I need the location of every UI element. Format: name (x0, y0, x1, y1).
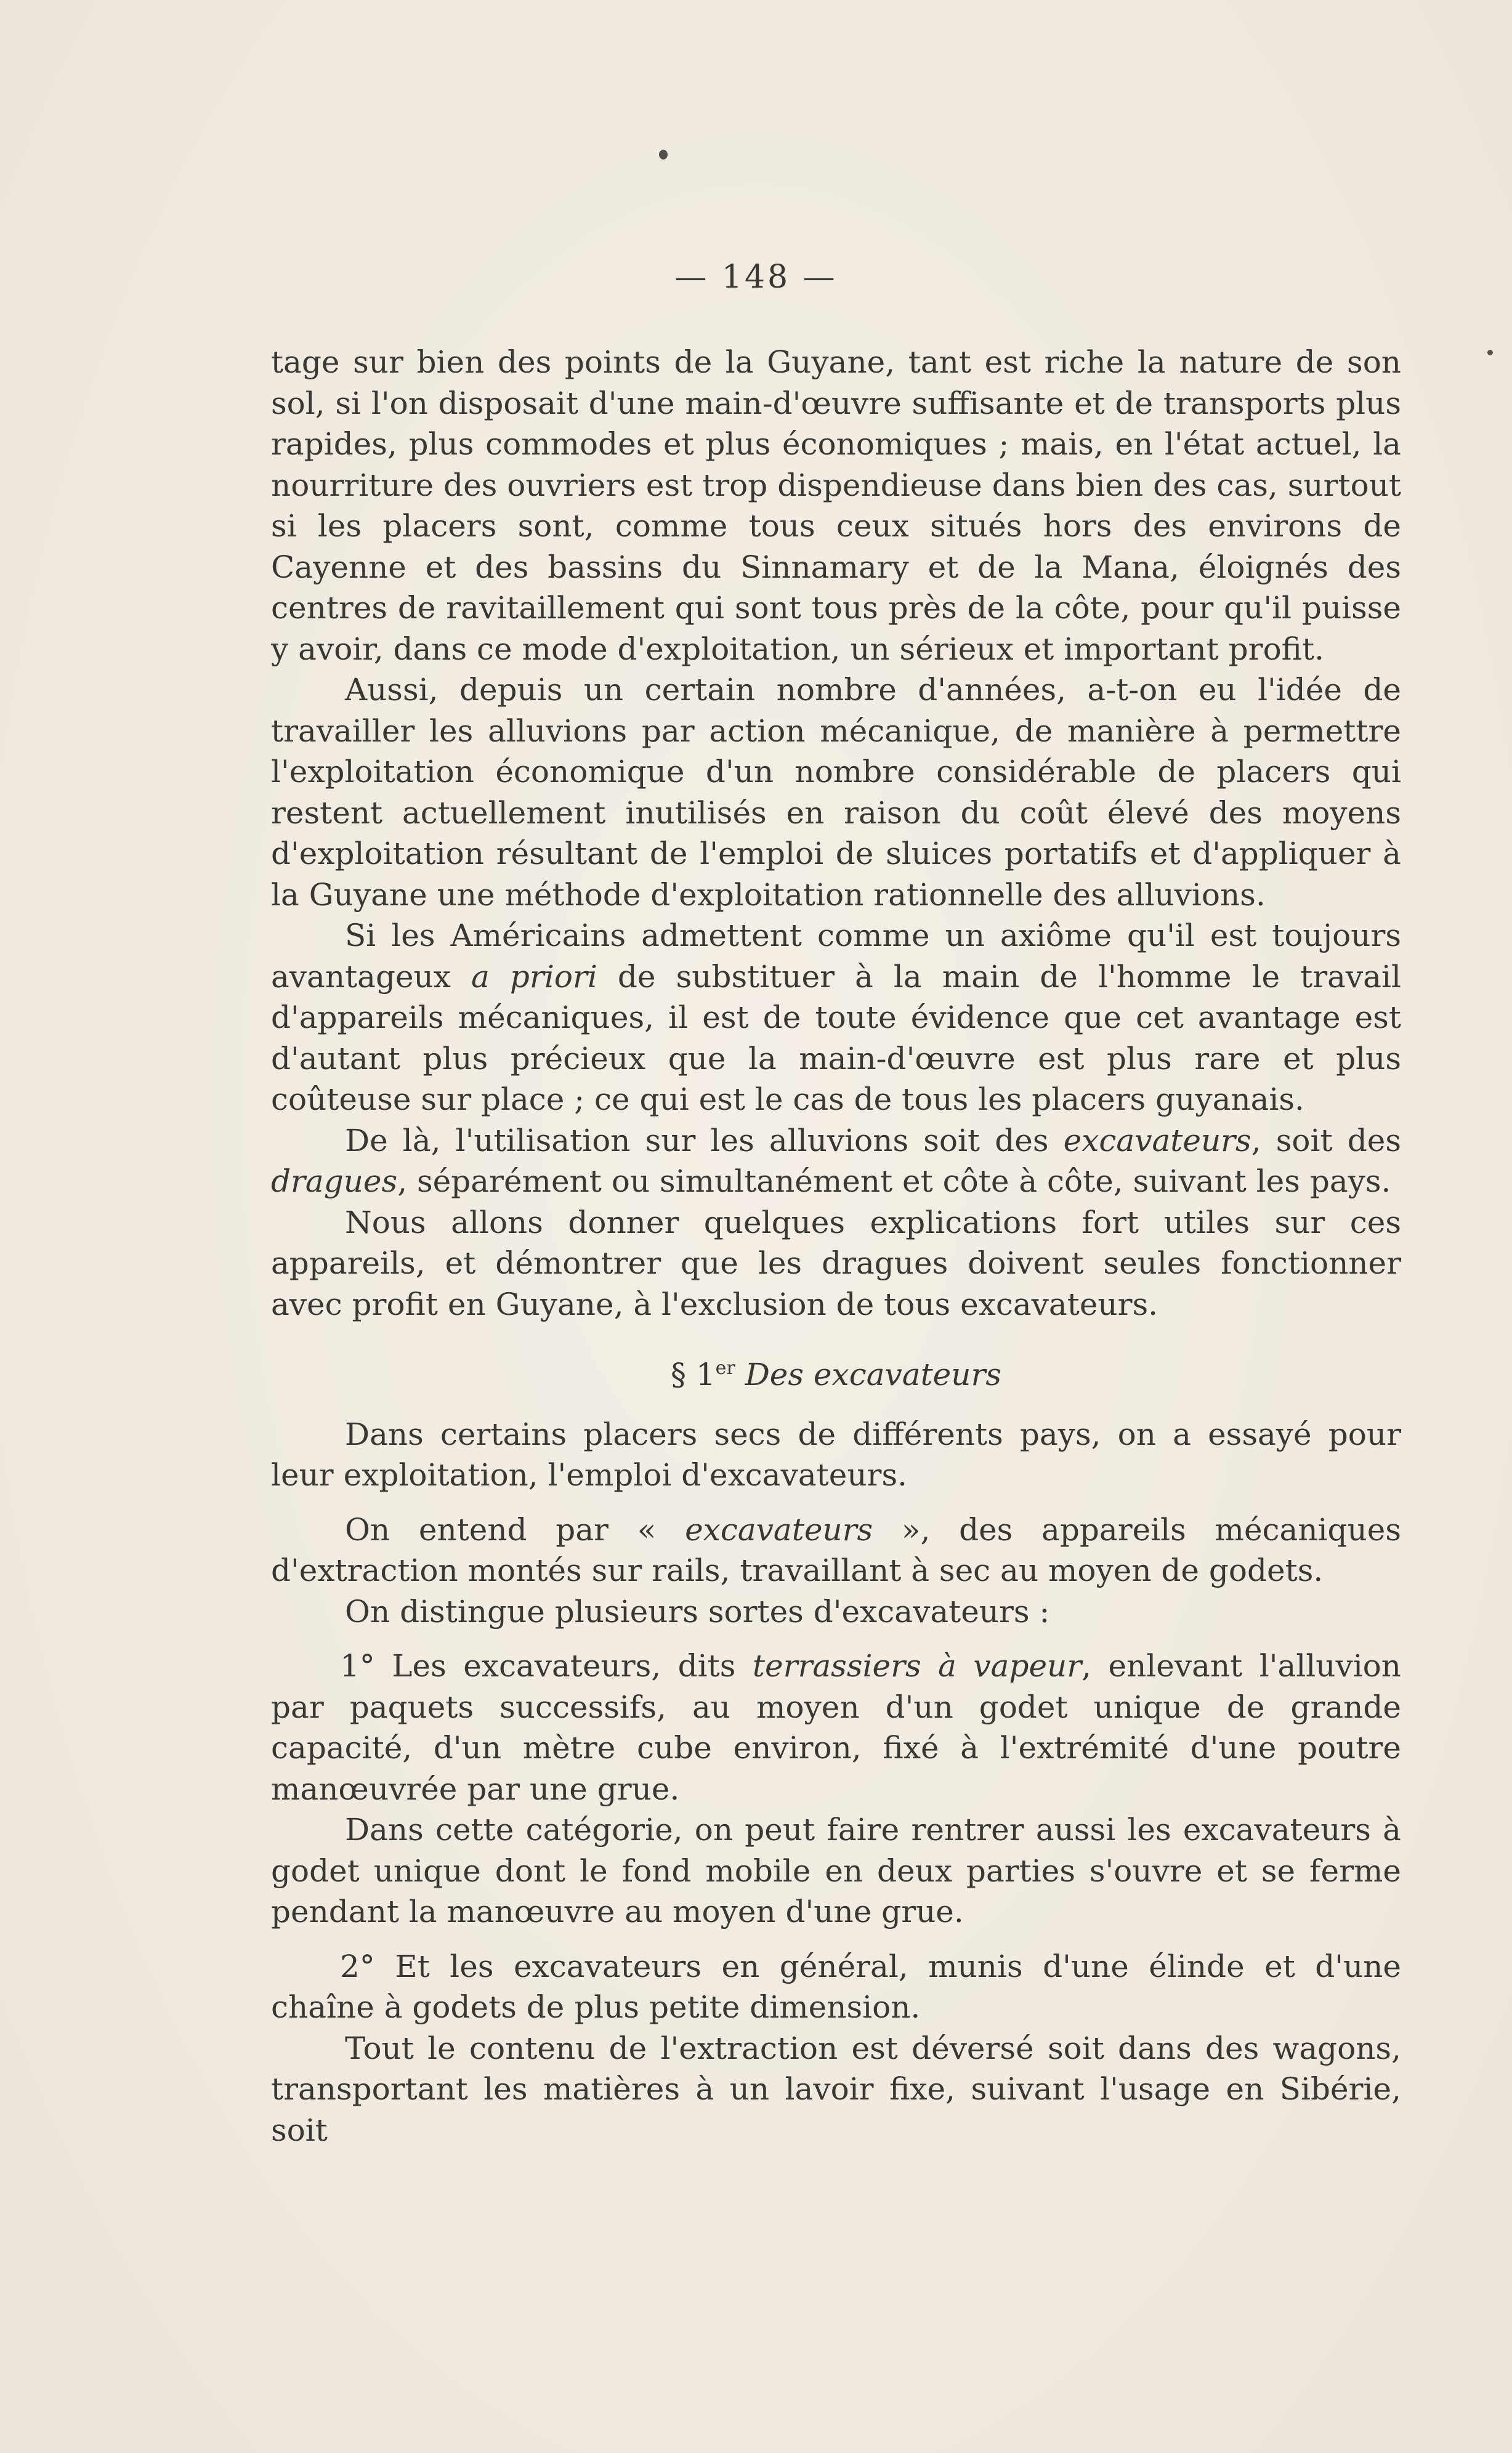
paragraph (271, 915, 1401, 1120)
section-ordinal: er (715, 1357, 735, 1379)
italic-phrase: a priori (471, 958, 597, 995)
paragraph-text: , séparément ou simultanément et côte à côte, suivant les pays. (397, 1163, 1391, 1199)
section-sign: § 1 (670, 1357, 716, 1392)
paragraph: Aussi, depuis un certain nombre d'années, a-t-on eu l'idée de travailler les alluvions par action mécanique, de manière à permettre l'exploitation économique d'un nombre considérable de placers qui restent actuellement inutilisés en raison du coût élevé des moyens d'exploitation résultant de l'emploi de sluices portatifs et d'appliquer à la Guyane une méthode d'exploitation rationnelle des alluvions. (271, 672, 1401, 913)
ink-speck (659, 150, 668, 160)
paragraph (271, 1509, 1401, 1591)
paragraph: Dans certains placers secs de différents pays, on a essayé pour leur exploitation, l'emploi d'excavateurs. (271, 1416, 1401, 1493)
paragraph-text: , enlevant l'alluvion par paquets successifs, au moyen d'un godet unique de grande capacité, d'un mètre cube environ, fixé à l'extrémité d'une poutre manœuvrée par une grue. (271, 1648, 1401, 1807)
paragraph-text: Si les Américains admettent comme un axiôme qu'il est toujours avantageux (271, 918, 1401, 995)
page-number: — 148 — (674, 259, 838, 296)
paragraph-text: 1° Les excavateurs, dits (340, 1648, 753, 1684)
list-item: 2° Et les excavateurs en général, munis d'une élinde et d'une chaîne à godets de plus petite dimension. (271, 1948, 1401, 2025)
paragraph-text: De là, l'utilisation sur les alluvions soit des (345, 1122, 1064, 1158)
list-item (271, 1646, 1401, 1809)
paragraph-text: de substituer à la main de l'homme le travail d'appareils mécaniques, il est de toute évidence que cet avantage est d'autant plus précieux que la main-d'œuvre est plus rare et plus coûteuse sur place ; ce qui est le cas de tous les placers guyanais. (271, 958, 1401, 1117)
paragraph-text: On entend par « (345, 1511, 685, 1548)
italic-term: excavateurs (685, 1511, 873, 1548)
paragraph: On distingue plusieurs sortes d'excavateurs : (345, 1593, 1050, 1630)
paragraph: Dans cette catégorie, on peut faire rentrer aussi les excavateurs à godet unique dont le fond mobile en deux parties s'ouvre et se ferme pendant la manœuvre au moyen d'une grue. (271, 1812, 1401, 1930)
italic-term: dragues (271, 1163, 398, 1199)
section-heading (271, 1354, 1401, 1396)
italic-term: excavateurs (1063, 1122, 1251, 1158)
italic-term: terrassiers à vapeur (752, 1648, 1082, 1684)
section-title: Des excavateurs (745, 1357, 1002, 1392)
ink-speck (1487, 350, 1493, 355)
paragraph: Tout le contenu de l'extraction est déversé soit dans des wagons, transportant les matières à un lavoir fixe, suivant l'usage en Sibérie, soit (271, 2030, 1401, 2148)
paragraph-text: », des appareils mécaniques d'extraction montés sur rails, travaillant à sec au moyen de godets. (271, 1511, 1402, 1588)
body-text (271, 342, 1401, 2151)
paragraph (271, 1120, 1401, 1202)
paragraph: Nous allons donner quelques explications fort utiles sur ces appareils, et démontrer que les dragues doivent seules fonctionner avec profit en Guyane, à l'exclusion de tous excavateurs. (271, 1204, 1401, 1322)
paragraph-text: , soit des (1251, 1122, 1401, 1158)
paragraph: tage sur bien des points de la Guyane, tant est riche la nature de son sol, si l'on disposait d'une main-d'œuvre suffisante et de transports plus rapides, plus commodes et plus économiques ; mais, en l'état actuel, la nourriture des ouvriers est trop dispendieuse dans bien des cas, surtout si les placers sont, comme tous ceux situés hors des environs de Cayenne et des bassins du Sinnamary et de la Mana, éloignés des centres de ravitaillement qui sont tous près de la côte, pour qu'il puisse y avoir, dans ce mode d'exploitation, un sérieux et important profit. (271, 344, 1401, 667)
